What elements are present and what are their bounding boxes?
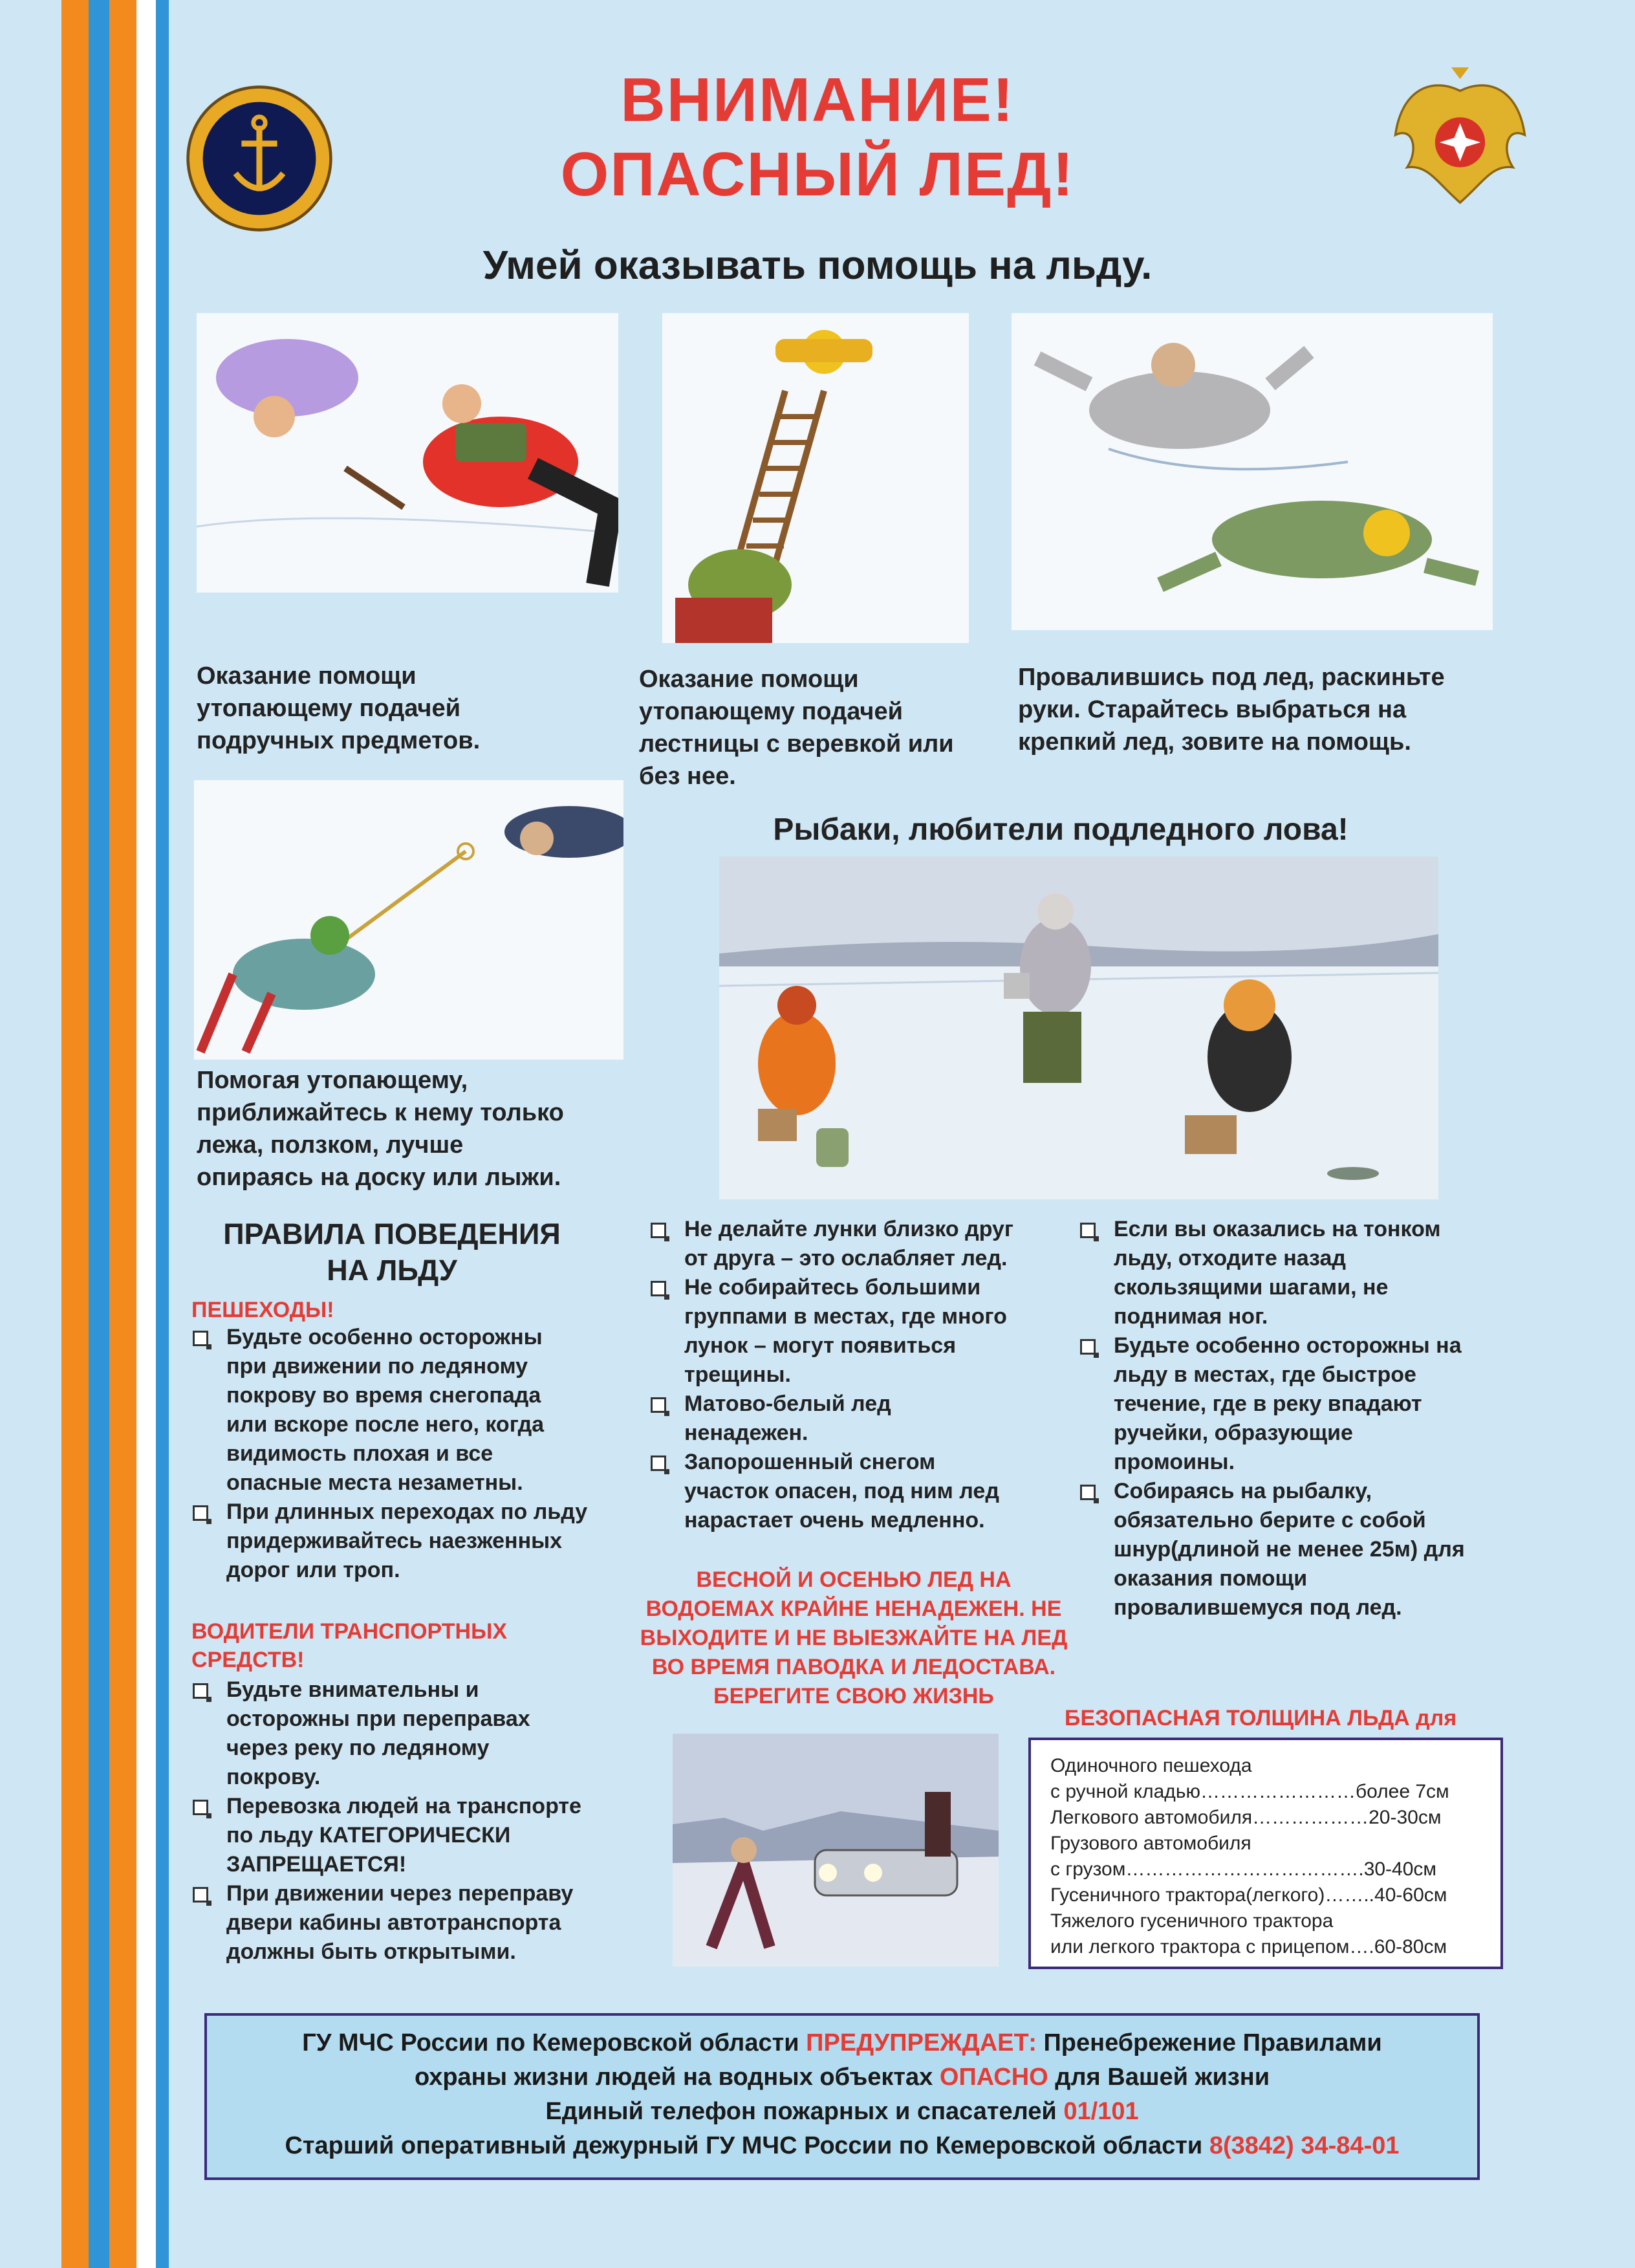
thickness-row: Легкового автомобиля………………20-30см [1050, 1807, 1442, 1828]
rules-heading-line: ПРАВИЛА ПОВЕДЕНИЯ [223, 1217, 561, 1250]
rule-line: При движении через переправу [226, 1881, 574, 1906]
rule-line: Запорошенный снегом [684, 1450, 936, 1474]
rule-line: через реку по ледяному [226, 1736, 490, 1760]
caption-line: опираясь на доску или лыжи. [197, 1164, 561, 1191]
footer-text: ГУ МЧС России по Кемеровской области [302, 2029, 799, 2056]
warning-line: ВО ВРЕМЯ ПАВОДКА И ЛЕДОСТАВА. [651, 1655, 1056, 1679]
footer-text: охраны жизни людей на водных объектах [414, 2064, 933, 2091]
caption-line: подручных предметов. [197, 727, 481, 754]
checkbox-bullet-icon [651, 1281, 666, 1296]
footer-text: Единый телефон пожарных и спасателей [545, 2098, 1057, 2125]
rule-line: трещины. [684, 1362, 791, 1387]
fishermen-rules-list-left [647, 1215, 1013, 1535]
rule-line: двери кабины автотранспорта [226, 1910, 561, 1935]
rule-line: ненадежен. [684, 1421, 808, 1445]
footer-line [207, 2129, 1477, 2163]
rule-line: Если вы оказались на тонком [1114, 1217, 1441, 1241]
rules-heading-line: НА ЛЬДУ [327, 1254, 457, 1287]
drivers-label-line: СРЕДСТВ! [191, 1648, 305, 1672]
caption-ladder-rescue [639, 663, 954, 792]
page-title-line2: ОПАСНЫЙ ЛЕД! [560, 140, 1075, 209]
left-stripe-orange-2 [109, 0, 136, 2268]
caption-stick-rescue [197, 660, 480, 757]
rescue-with-ladder-illustration [662, 313, 969, 643]
pedestrians-label: ПЕШЕХОДЫ! [191, 1298, 334, 1322]
checkbox-bullet-icon [193, 1887, 208, 1903]
fishermen-rules-list-right [1076, 1215, 1465, 1622]
footer-text: Пренебрежение Правилами [1043, 2029, 1382, 2056]
season-warning [582, 1565, 1125, 1711]
page-title-line1: ВНИМАНИЕ! [620, 65, 1015, 135]
rule-line: течение, где в реку впадают [1114, 1391, 1422, 1416]
rule-line: придерживайтесь наезженных [226, 1529, 563, 1553]
drivers-rules-list [189, 1675, 581, 1967]
caption-line: Провалившись под лед, раскиньте [1018, 664, 1445, 691]
rule-line: должны быть открытыми. [226, 1939, 516, 1964]
rule-line: группами в местах, где много [684, 1304, 1007, 1329]
caption-line: Оказание помощи [197, 662, 417, 690]
list-item [189, 1879, 581, 1967]
rule-line: ручейки, образующие [1114, 1421, 1353, 1445]
footer-warning-box [204, 2013, 1480, 2180]
caption-line: крепкий лед, зовите на помощь. [1018, 728, 1411, 756]
rule-line: Перевозка людей на транспорте [226, 1794, 581, 1818]
footer-text: Старший оперативный дежурный ГУ МЧС России по Кемеровской области [285, 2132, 1203, 2159]
rule-line: опасные места незаметны. [226, 1470, 523, 1495]
warning-line: ВОДОЕМАХ КРАЙНЕ НЕНАДЕЖЕН. НЕ [645, 1597, 1062, 1621]
rule-line: по льду КАТЕГОРИЧЕСКИ [226, 1823, 511, 1848]
checkbox-bullet-icon [651, 1456, 666, 1471]
warning-line: ВЫХОДИТЕ И НЕ ВЫЕЗЖАЙТЕ НА ЛЕД [640, 1626, 1068, 1650]
rule-line: ЗАПРЕЩАЕТСЯ! [226, 1852, 407, 1877]
caption-line: утопающему подачей [639, 698, 903, 725]
thickness-row: Тяжелого гусеничного трактора [1050, 1910, 1334, 1932]
duty-phone: 8(3842) 34-84-01 [1209, 2132, 1400, 2159]
rule-line: видимость плохая и все [226, 1441, 493, 1466]
warning-line: БЕРЕГИТЕ СВОЮ ЖИЗНЬ [713, 1684, 994, 1708]
rule-line: При длинных переходах по льду [226, 1499, 588, 1524]
rule-line: поднимая ног. [1114, 1304, 1268, 1329]
rule-line: шнур(длиной не менее 25м) для [1114, 1537, 1465, 1562]
caption-line: без нее. [639, 763, 736, 790]
rule-line: скользящими шагами, не [1114, 1275, 1389, 1300]
rule-line: провалившемуся под лед. [1114, 1595, 1402, 1620]
list-item [647, 1390, 1013, 1448]
list-item [1076, 1477, 1465, 1622]
car-on-ice-illustration [673, 1734, 999, 1967]
checkbox-bullet-icon [1080, 1223, 1096, 1238]
left-stripe-blue-2 [156, 0, 169, 2268]
caption-line: лежа, ползком, лучше [197, 1131, 464, 1159]
checkbox-bullet-icon [1080, 1339, 1096, 1355]
ice-fishing-illustration [719, 856, 1438, 1199]
rule-line: Будьте особенно осторожны на [1114, 1333, 1462, 1358]
checkbox-bullet-icon [193, 1331, 208, 1346]
thickness-row: с грузом……………………………….30-40см [1050, 1859, 1437, 1880]
caption-line: руки. Старайтесь выбраться на [1018, 696, 1407, 723]
rule-line: Собираясь на рыбалку, [1114, 1479, 1372, 1503]
checkbox-bullet-icon [651, 1397, 666, 1413]
list-item [647, 1215, 1013, 1273]
rule-line: при движении по ледяному [226, 1354, 528, 1379]
thickness-row: Гусеничного трактора(легкого)……..40-60см [1050, 1884, 1447, 1906]
thickness-table [1028, 1738, 1503, 1969]
thickness-row: Одиночного пешехода [1050, 1755, 1252, 1776]
rule-line: покрову. [226, 1765, 321, 1789]
caption-line: лестницы с веревкой или [639, 730, 954, 758]
footer-highlight: ПРЕДУПРЕЖДАЕТ: [806, 2029, 1037, 2056]
caption-spread-arms [1018, 661, 1445, 758]
caption-line: Помогая утопающему, [197, 1067, 468, 1094]
rescue-with-ski-pole-illustration [194, 780, 623, 1060]
footer-highlight: ОПАСНО [939, 2064, 1048, 2091]
warning-line: ВЕСНОЙ И ОСЕНЬЮ ЛЕД НА [696, 1567, 1012, 1592]
footer-line [207, 2060, 1477, 2095]
rule-line: участок опасен, под ним лед [684, 1479, 999, 1503]
rule-line: Будьте особенно осторожны [226, 1325, 543, 1349]
rule-line: промоины. [1114, 1450, 1235, 1474]
emergency-phone: 01/101 [1063, 2098, 1139, 2125]
caption-line: приближайтесь к нему только [197, 1099, 564, 1126]
rule-line: льду, отходите назад [1114, 1246, 1346, 1270]
list-item [1076, 1331, 1465, 1477]
rule-line: или вскоре после него, когда [226, 1412, 545, 1437]
checkbox-bullet-icon [651, 1223, 666, 1238]
list-item [189, 1675, 581, 1792]
thickness-row: с ручной кладью……………………более 7см [1050, 1781, 1449, 1802]
rule-line: от друга – это ослабляет лед. [684, 1246, 1008, 1270]
list-item [647, 1448, 1013, 1535]
drivers-label [191, 1617, 507, 1674]
footer-text: для Вашей жизни [1055, 2064, 1270, 2091]
rule-line: Не делайте лунки близко друг [684, 1217, 1014, 1241]
rule-line: оказания помощи [1114, 1566, 1308, 1591]
pedestrians-rules-list [189, 1323, 587, 1585]
list-item [1076, 1215, 1465, 1331]
caption-line: утопающему подачей [197, 695, 460, 722]
rescue-with-stick-illustration [197, 313, 618, 593]
drivers-label-line: ВОДИТЕЛИ ТРАНСПОРТНЫХ [191, 1619, 508, 1644]
checkbox-bullet-icon [193, 1683, 208, 1699]
checkbox-bullet-icon [193, 1800, 208, 1815]
rule-line: обязательно берите с собой [1114, 1508, 1426, 1532]
list-item [189, 1792, 581, 1879]
list-item [189, 1323, 587, 1498]
checkbox-bullet-icon [1080, 1485, 1096, 1500]
left-stripe-blue [89, 0, 109, 2268]
rules-heading [191, 1216, 592, 1289]
rule-line: Не собирайтесь большими [684, 1275, 981, 1300]
caption-line: Оказание помощи [639, 666, 859, 693]
left-stripe-orange [61, 0, 89, 2268]
rule-line: Будьте внимательны и [226, 1677, 479, 1702]
thickness-row: Грузового автомобиля [1050, 1833, 1251, 1854]
thickness-row: или легкого трактора с прицепом….60-80см [1050, 1936, 1447, 1957]
page-subtitle: Умей оказывать помощь на льду. [482, 243, 1153, 288]
spread-arms-on-ice-illustration [1012, 313, 1493, 630]
footer-line [207, 2026, 1477, 2060]
left-stripe-white [136, 0, 156, 2268]
fishermen-heading: Рыбаки, любители подледного лова! [773, 812, 1348, 847]
footer-line [207, 2095, 1477, 2129]
rule-line: Матово-белый лед [684, 1391, 891, 1416]
list-item [189, 1498, 587, 1585]
list-item [647, 1273, 1013, 1390]
rule-line: нарастает очень медленно. [684, 1508, 985, 1532]
rule-line: покрову во время снегопада [226, 1383, 541, 1408]
checkbox-bullet-icon [193, 1505, 208, 1521]
thickness-heading: БЕЗОПАСНАЯ ТОЛЩИНА ЛЬДА для [1065, 1706, 1457, 1730]
rule-line: лунок – могут появиться [684, 1333, 957, 1358]
rule-line: дорог или троп. [226, 1558, 400, 1582]
rule-line: осторожны при переправах [226, 1706, 530, 1731]
caption-crawl-rescue [197, 1064, 564, 1194]
rule-line: льду в местах, где быстрое [1114, 1362, 1416, 1387]
